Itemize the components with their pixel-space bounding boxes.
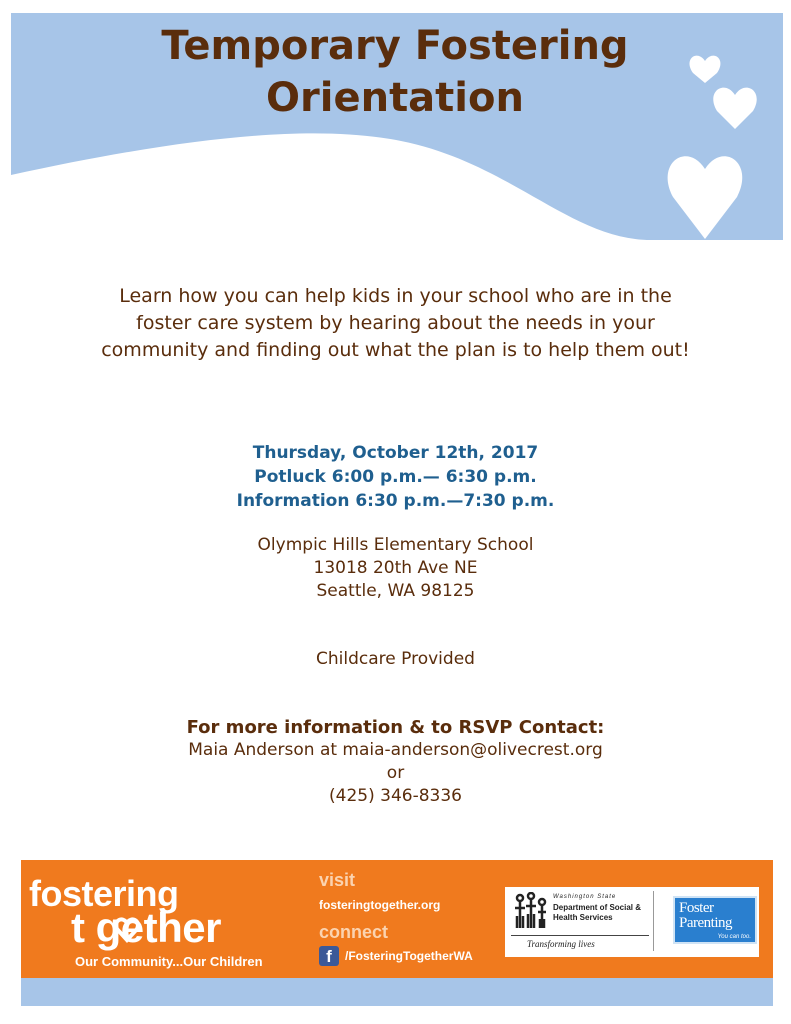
event-information-time: Information 6:30 p.m.—7:30 p.m. [236, 491, 555, 511]
venue-name: Olympic Hills Elementary School [257, 535, 534, 555]
event-potluck-time: Potluck 6:00 p.m.— 6:30 p.m. [254, 467, 537, 487]
title-line-1: Temporary Fostering [161, 23, 629, 69]
connect-label: connect [319, 922, 389, 942]
foster-parenting-line-2: Parenting [679, 915, 732, 931]
website-link[interactable]: fosteringtogether.org [319, 898, 441, 912]
heart-o-icon [112, 914, 142, 944]
foster-parenting-line-1: Foster [679, 900, 714, 916]
venue-street: 13018 20th Ave NE [313, 558, 478, 578]
footer-strip [21, 978, 773, 1006]
logo-divider [653, 891, 654, 951]
childcare-note: Childcare Provided [316, 649, 475, 669]
foster-parenting-tag: You can too. [717, 934, 751, 940]
brand-line-2: t gether [71, 904, 222, 951]
event-date: Thursday, October 12th, 2017 [252, 443, 539, 463]
dshs-state-label: Washington State [553, 894, 617, 900]
title-line-2: Orientation [266, 75, 524, 121]
dshs-name: Department of Social & Health Services [553, 903, 642, 922]
venue-city: Seattle, WA 98125 [316, 581, 475, 601]
intro-paragraph: Learn how you can help kids in your school who are in the foster care system by hearing about the needs in your community and finding out what the plan is to help them out! [101, 285, 690, 361]
dshs-slogan: Transforming lives [527, 939, 595, 949]
venue-address [0, 534, 791, 603]
contact-section [0, 716, 791, 808]
contact-or: or [386, 763, 405, 783]
contact-phone: (425) 346-8336 [329, 786, 462, 806]
event-schedule [0, 441, 791, 513]
facebook-link[interactable]: /FosteringTogetherWA [345, 949, 473, 963]
facebook-icon[interactable]: f [319, 946, 339, 966]
foster-parenting-wordmark [679, 901, 732, 931]
page-title [0, 20, 790, 124]
dshs-divider [511, 935, 649, 936]
brand-line-1: fostering [29, 873, 179, 914]
brand-tagline: Our Community...Our Children [75, 954, 263, 969]
contact-heading: For more information & to RSVP Contact: [186, 717, 605, 738]
visit-label: visit [319, 870, 356, 890]
dshs-family-icon [511, 892, 549, 932]
footer-banner [21, 860, 773, 978]
partner-logos [505, 887, 759, 957]
foster-parenting-logo [673, 896, 757, 944]
contact-person: Maia Anderson at maia-anderson@olivecrest.org [188, 740, 603, 760]
